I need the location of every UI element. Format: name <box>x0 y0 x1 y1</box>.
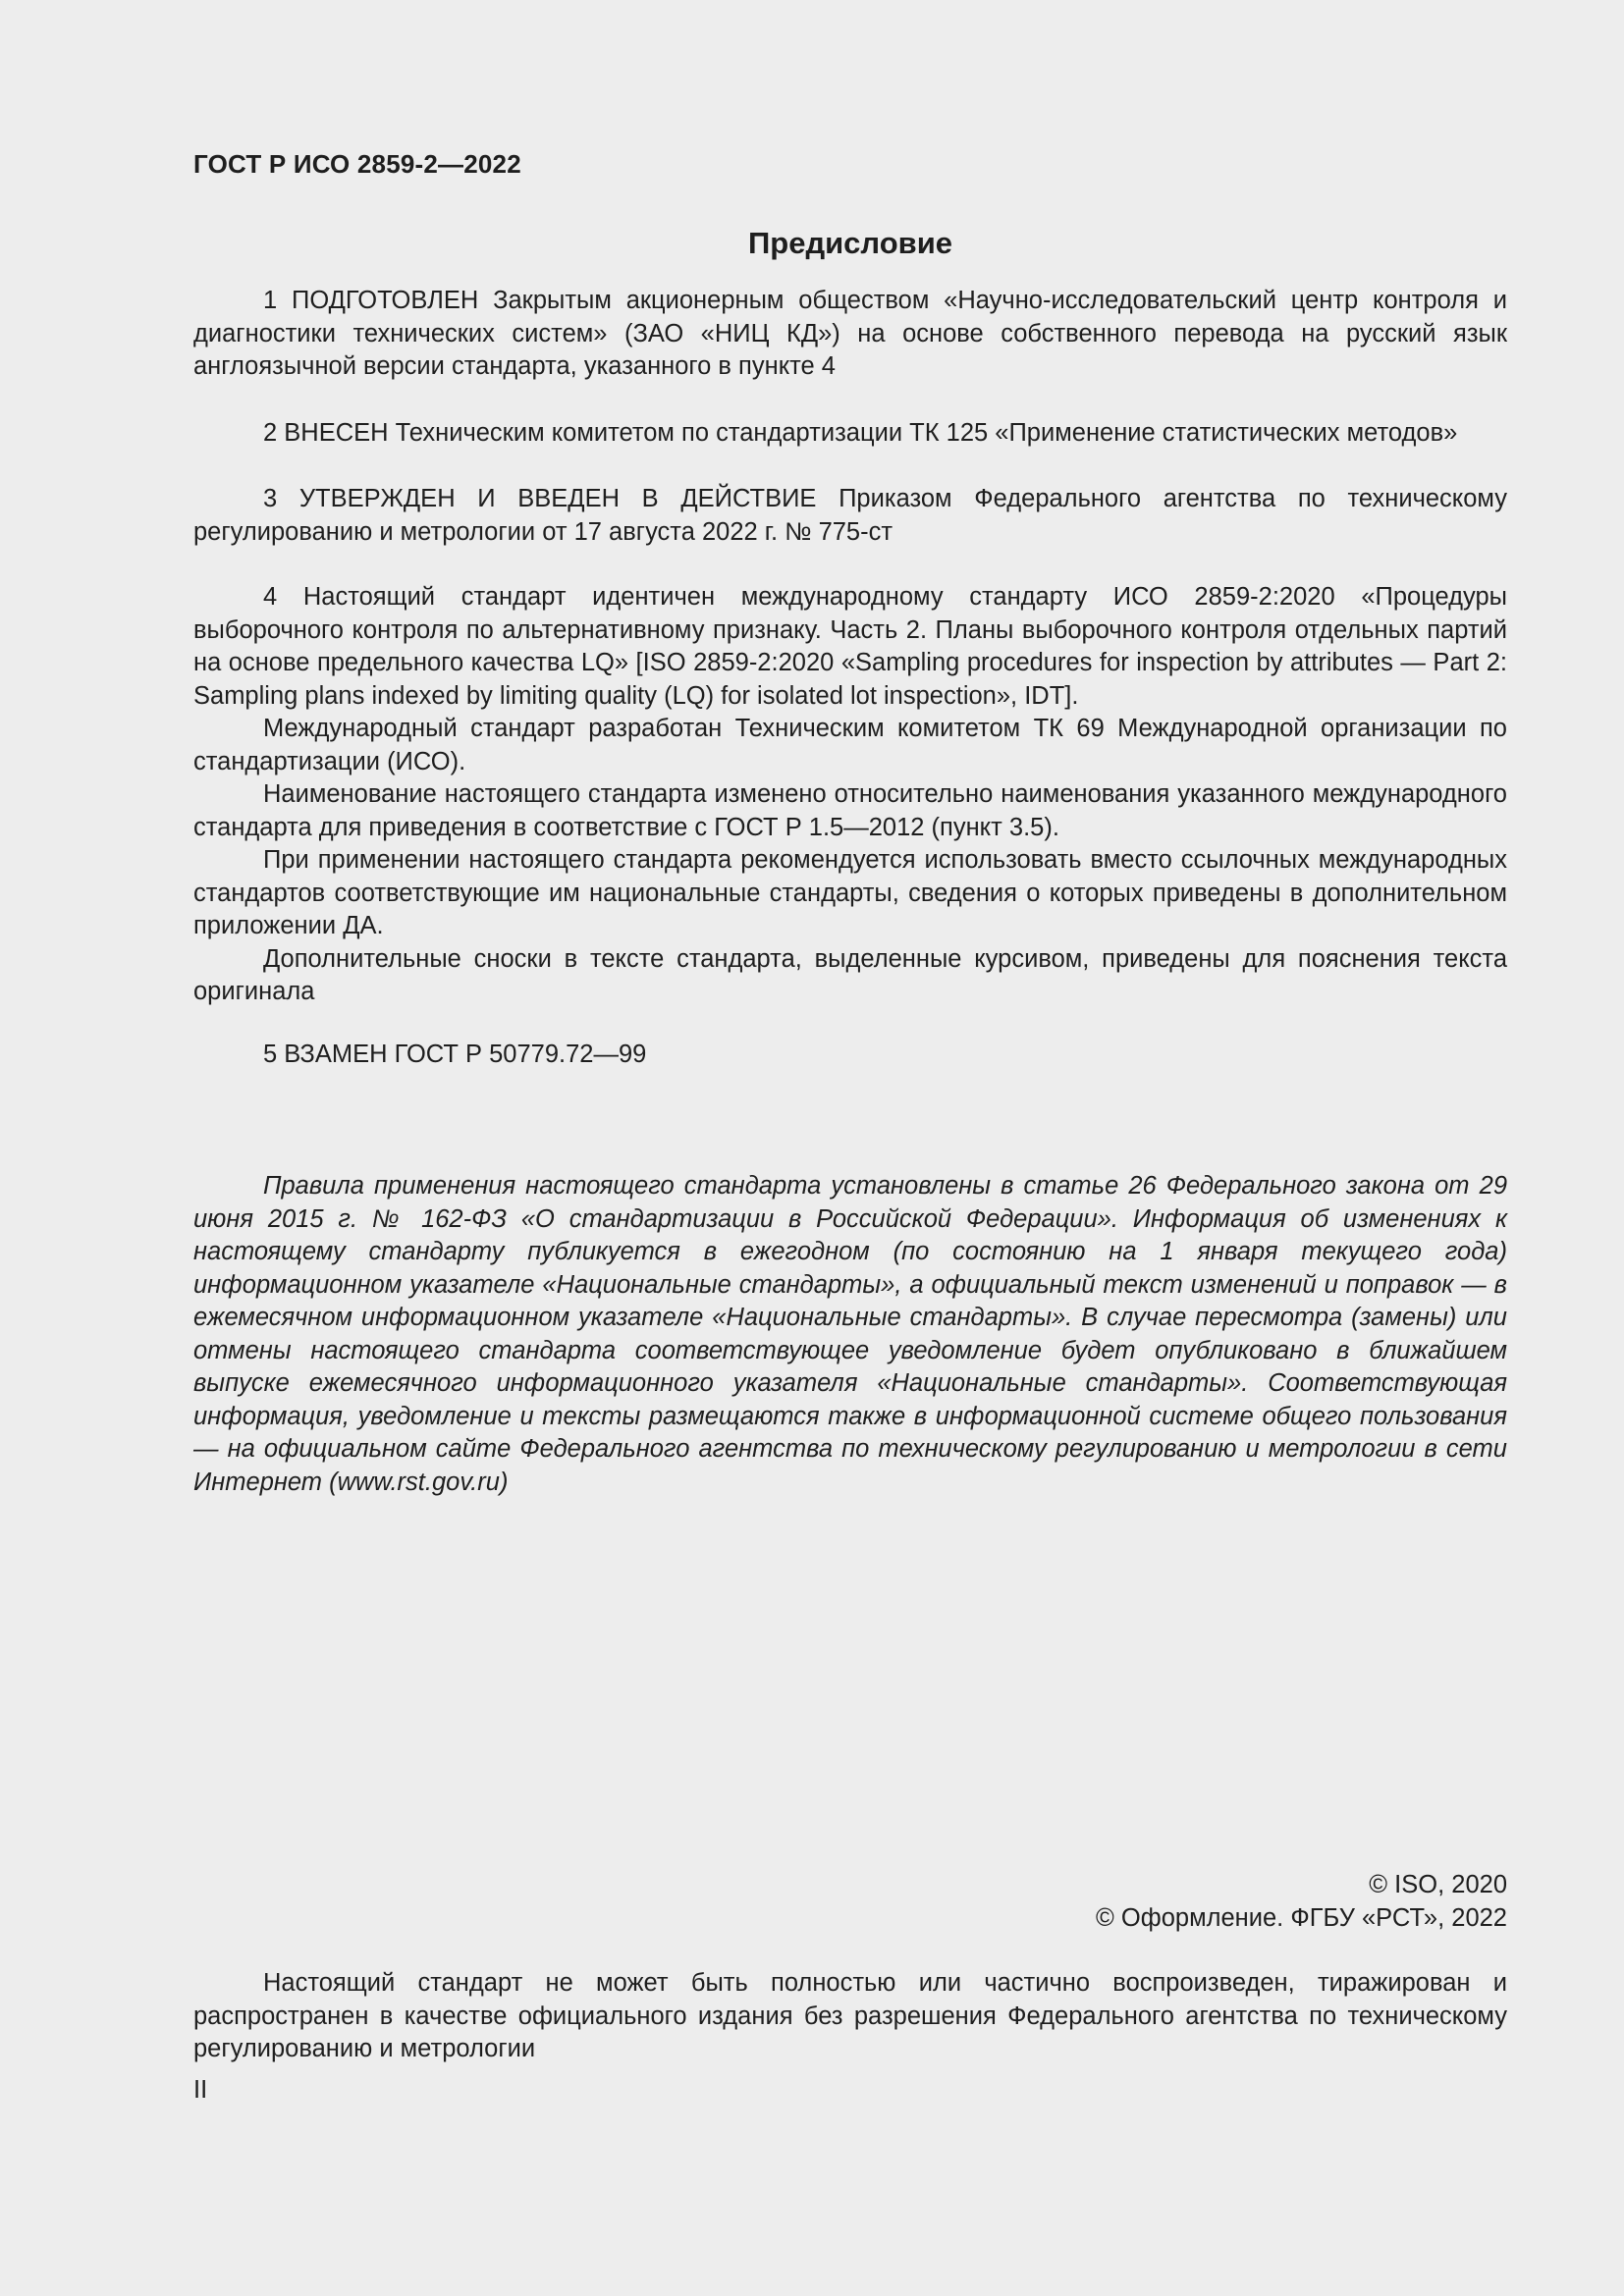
copyright-block <box>193 1869 1507 1935</box>
foreword-item-4 <box>193 581 1507 1009</box>
foreword-item-5 <box>193 1039 1507 1072</box>
copyright-iso: © ISO, 2020 <box>1369 1871 1507 1898</box>
application-rules-text: Правила применения настоящего стандарта установлены в статье 26 Федерального закона от 29 июня 2015 г. № 162-ФЗ «О стандартизации в Российской Федерации». Информация об изменениях к настоящему стандарту публикуется в ежегодном (по состоянию на 1 января текущего года) информационном указателе «Национальные стандарты», а официальный текст изменений и поправок — в ежемесячном информационном указателе «Национальные стандарты». В случае пересмотра (замены) или отмены настоящего стандарта соответствующее уведомление будет опубликовано в ближайшем выпуске ежемесячного информационного указателя «Национальные стандарты». Соответствующая информация, уведомление и тексты размещаются также в информационной системе общего пользования — на официальном сайте Федерального агентства по техническому регулированию и метрологии в сети Интернет (www.rst.gov.ru) <box>193 1172 1507 1496</box>
reproduction-notice-text: Настоящий стандарт не может быть полностью или частично воспроизведен, тиражирован и распространен в качестве официального издания без разрешения Федерального агентства по техническому регулированию и метрологии <box>193 1969 1507 2062</box>
reproduction-notice <box>193 1967 1507 2066</box>
foreword-item-2-text: 2 ВНЕСЕН Техническим комитетом по стандартизации ТК 125 «Применение статистических методов» <box>263 419 1458 447</box>
foreword-item-1-text: 1 ПОДГОТОВЛЕН Закрытым акционерным обществом «Научно-исследовательский центр контроля и диагностики технических систем» (ЗАО «НИЦ КД») на основе собственного перевода на русский язык англоязычной версии стандарта, указанного в пункте 4 <box>193 287 1507 380</box>
application-rules-notice <box>193 1170 1507 1499</box>
document-id-header: ГОСТ Р ИСО 2859-2—2022 <box>193 149 521 179</box>
foreword-item-4-footnotes: Дополнительные сноски в тексте стандарта, выделенные курсивом, приведены для пояснения текста оригинала <box>193 944 1507 1005</box>
foreword-item-3-text: 3 УТВЕРЖДЕН И ВВЕДЕН В ДЕЙСТВИЕ Приказом Федерального агентства по техническому регулированию и метрологии от 17 августа 2022 г. № 775-ст <box>193 485 1507 546</box>
foreword-item-4-references: При применении настоящего стандарта рекомендуется использовать вместо ссылочных международных стандартов соответствующие им национальные стандарты, сведения о которых приведены в дополнительном приложении ДА. <box>193 846 1507 939</box>
foreword-item-4-name-change: Наименование настоящего стандарта изменено относительно наименования указанного международного стандарта для приведения в соответствие с ГОСТ Р 1.5—2012 (пункт 3.5). <box>193 780 1507 841</box>
foreword-item-4-text: 4 Настоящий стандарт идентичен международному стандарту ИСО 2859-2:2020 «Процедуры выборочного контроля по альтернативному признаку. Часть 2. Планы выборочного контроля отдельных партий на основе предельного качества LQ» [ISO 2859-2:2020 «Sampling procedures for inspection by attributes — Part 2: Sampling plans indexed by limiting quality (LQ) for isolated lot inspection», IDT]. <box>193 583 1507 710</box>
foreword-item-1 <box>193 285 1507 384</box>
page-number: II <box>193 2076 208 2104</box>
page-title: Предисловие <box>747 226 952 260</box>
copyright-rst: © Оформление. ФГБУ «РСТ», 2022 <box>1096 1903 1507 1932</box>
foreword-item-3 <box>193 483 1507 549</box>
foreword-item-5-text: 5 ВЗАМЕН ГОСТ Р 50779.72—99 <box>263 1041 647 1068</box>
foreword-item-2 <box>193 417 1507 451</box>
foreword-item-4-developer: Международный стандарт разработан Техническим комитетом ТК 69 Международной организации по стандартизации (ИСО). <box>193 715 1507 775</box>
